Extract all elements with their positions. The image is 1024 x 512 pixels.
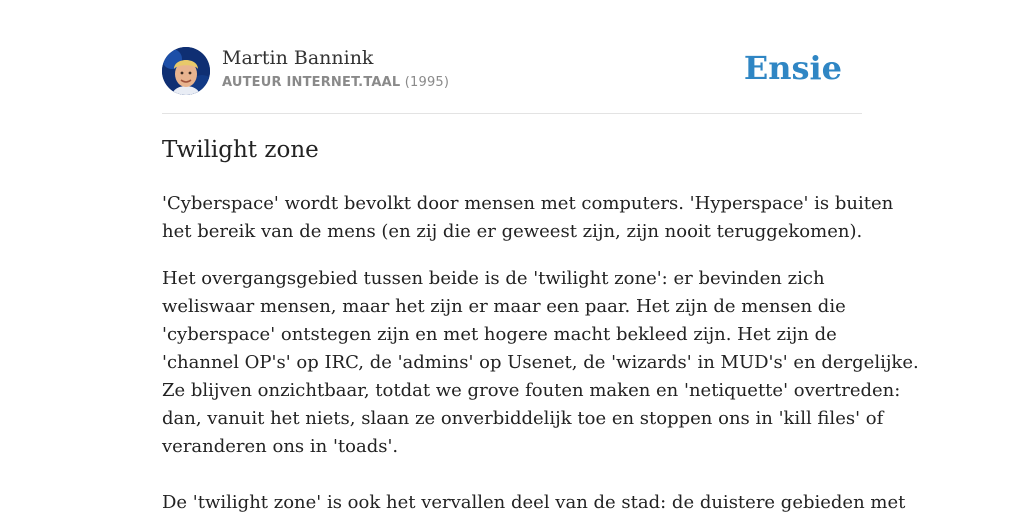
portrait-icon [162,47,210,95]
article-paragraph [162,265,919,461]
brand-logo[interactable]: Ensie [743,49,842,87]
author-source-title: AUTEUR INTERNET.TAAL [222,75,401,90]
author-source [222,75,449,90]
paragraph-line: 'cyberspace' ontstegen zijn en met hogere macht bekleed zijn. Het zijn de [162,324,837,345]
paragraph-line: veranderen ons in 'toads'. [162,436,399,457]
article-body [162,190,919,512]
paragraph-line: 'channel OP's' op IRC, de 'admins' op Usenet, de 'wizards' in MUD's' en dergelijke. [162,352,919,373]
header-divider [162,113,862,114]
paragraph-line: dan, vanuit het niets, slaan ze onverbiddelijk toe en stoppen ons in 'kill files' of [162,408,884,429]
paragraph-line: Het overgangsgebied tussen beide is de 'twilight zone': er bevinden zich [162,268,825,289]
paragraph-line: Ze blijven onzichtbaar, totdat we grove fouten maken en 'netiquette' overtreden: [162,380,901,401]
author-avatar[interactable] [162,47,210,95]
article-header [162,47,862,97]
article-paragraph [162,489,906,512]
paragraph-line: het bereik van de mens (en zij die er geweest zijn, zijn nooit teruggekomen). [162,221,863,242]
paragraph-line: 'Cyberspace' wordt bevolkt door mensen met computers. 'Hyperspace' is buiten [162,193,894,214]
author-source-year: (1995) [404,75,450,90]
paragraph-line: De 'twilight zone' is ook het vervallen deel van de stad: de duistere gebieden met [162,492,906,512]
article-paragraph [162,190,894,246]
article-title: Twilight zone [162,137,319,163]
author-name[interactable]: Martin Bannink [222,47,374,69]
paragraph-line: weliswaar mensen, maar het zijn er maar een paar. Het zijn de mensen die [162,296,846,317]
